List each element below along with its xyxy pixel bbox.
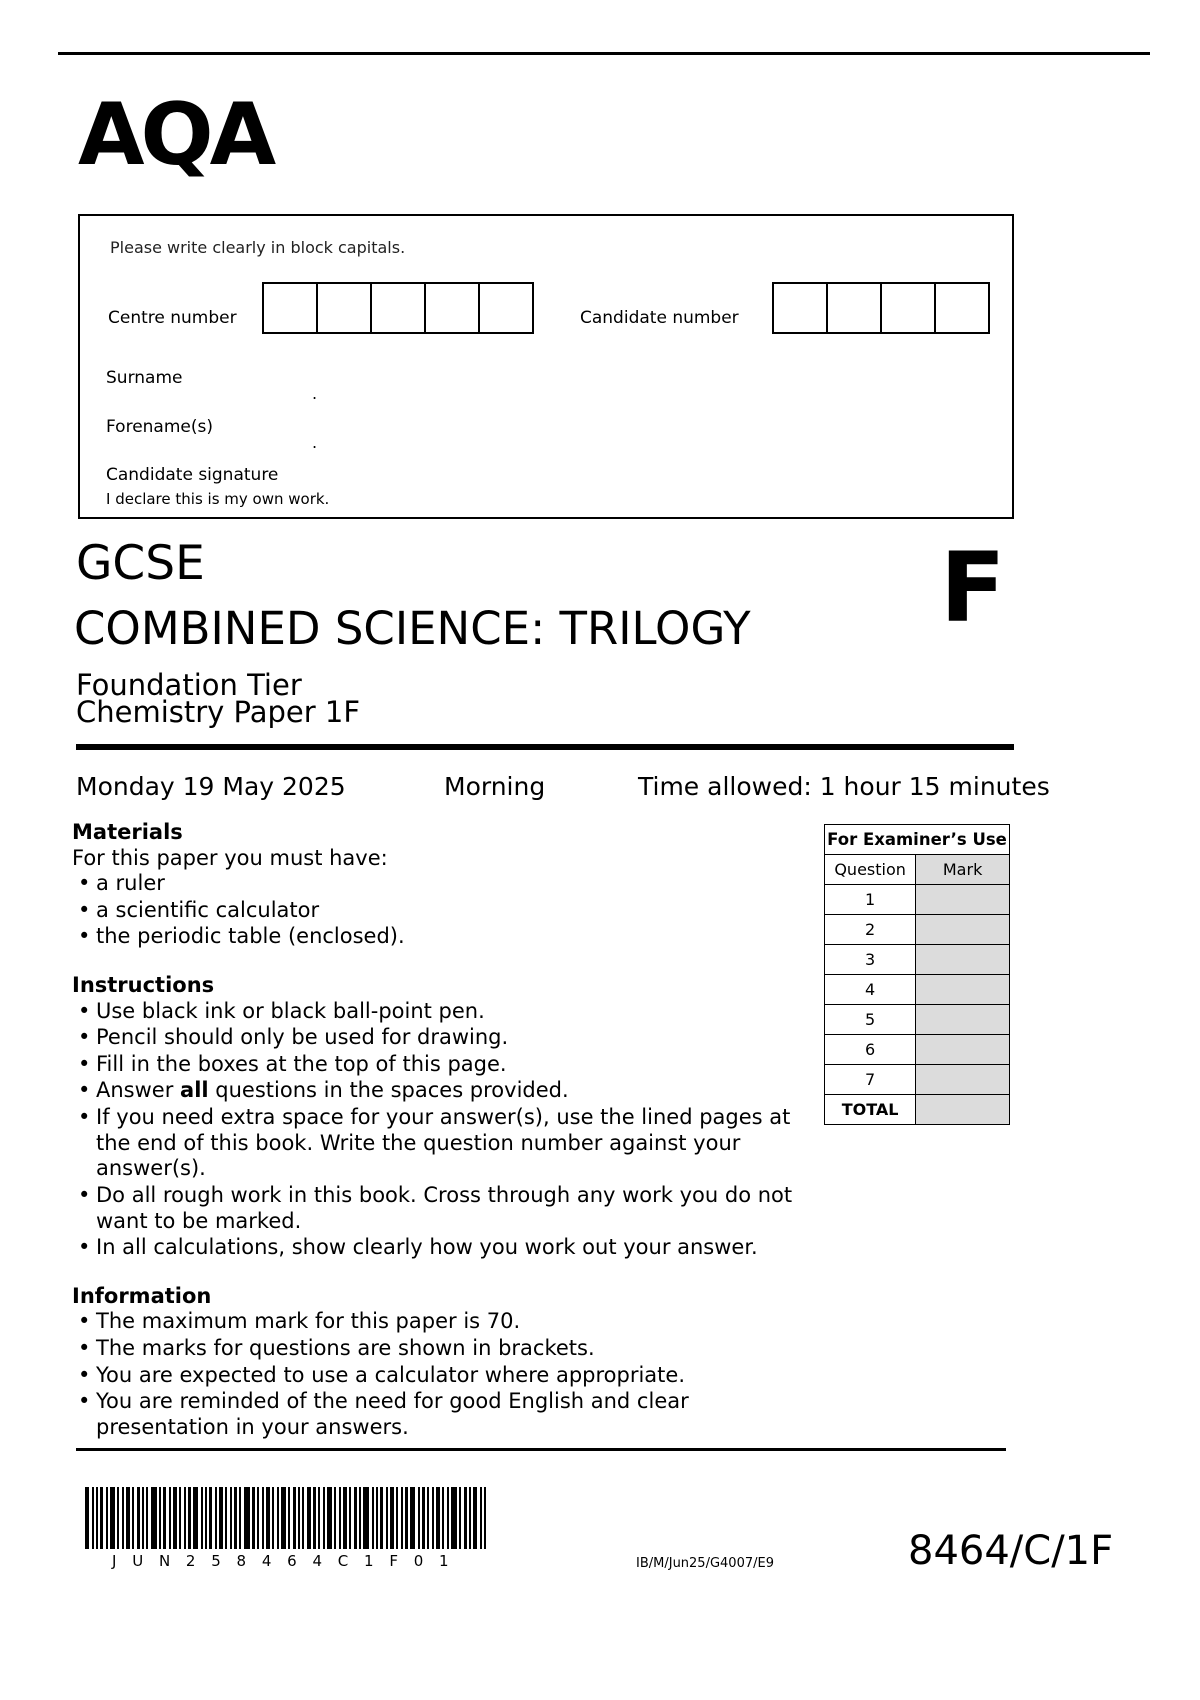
barcode-bar bbox=[188, 1487, 191, 1549]
exam-date: Monday 19 May 2025 bbox=[76, 772, 346, 801]
centre-number-label: Centre number bbox=[108, 308, 237, 328]
barcode-bar bbox=[159, 1487, 161, 1549]
barcode-bar bbox=[252, 1487, 255, 1549]
candidate-number-cell[interactable] bbox=[826, 282, 882, 334]
barcode-bar bbox=[142, 1487, 144, 1549]
title-divider bbox=[76, 744, 1014, 750]
barcode-bar bbox=[169, 1487, 171, 1549]
information-list bbox=[72, 1309, 802, 1440]
candidate-signature-label: Candidate signature bbox=[106, 465, 279, 485]
candidate-box-instruction: Please write clearly in block capitals. bbox=[110, 238, 406, 257]
barcode-bar bbox=[257, 1487, 259, 1549]
barcode-bar bbox=[480, 1487, 482, 1549]
barcode-bar bbox=[418, 1487, 420, 1549]
list-item: • The marks for questions are shown in brackets. bbox=[72, 1336, 802, 1362]
centre-number-cell[interactable] bbox=[424, 282, 480, 334]
barcode-bar bbox=[327, 1487, 332, 1549]
examiner-total-label: TOTAL bbox=[825, 1095, 916, 1125]
barcode-bar bbox=[484, 1487, 486, 1549]
list-item: • the periodic table (enclosed). bbox=[72, 924, 802, 950]
barcode-bar bbox=[363, 1487, 369, 1549]
list-item: • You are reminded of the need for good English and clear presentation in your answers. bbox=[72, 1389, 802, 1440]
candidate-number-cell[interactable] bbox=[934, 282, 990, 334]
barcode-bar bbox=[372, 1487, 374, 1549]
examiner-table-title: For Examiner’s Use bbox=[825, 825, 1010, 855]
mark-cell[interactable] bbox=[916, 1035, 1010, 1065]
barcode-bar bbox=[447, 1487, 449, 1549]
barcode-bar bbox=[266, 1487, 270, 1549]
centre-number-input[interactable] bbox=[262, 282, 532, 334]
barcode-bar bbox=[262, 1487, 264, 1549]
materials-intro: For this paper you must have: bbox=[72, 845, 388, 870]
barcode-bar bbox=[151, 1487, 157, 1549]
candidate-number-input[interactable] bbox=[772, 282, 988, 334]
aqa-logo: AQA bbox=[78, 85, 273, 185]
barcode bbox=[85, 1487, 490, 1549]
list-item: • You are expected to use a calculator where appropriate. bbox=[72, 1363, 802, 1389]
barcode-bar bbox=[184, 1487, 186, 1549]
barcode-bar bbox=[132, 1487, 134, 1549]
qualification-title: GCSE bbox=[76, 536, 205, 591]
table-row: 4 bbox=[825, 975, 916, 1005]
barcode-bar bbox=[422, 1487, 425, 1549]
bottom-divider bbox=[76, 1448, 1006, 1451]
barcode-bar bbox=[410, 1487, 415, 1549]
forename-field[interactable]: . bbox=[312, 433, 318, 452]
centre-number-cell[interactable] bbox=[478, 282, 534, 334]
barcode-bar bbox=[215, 1487, 217, 1549]
barcode-bar bbox=[359, 1487, 361, 1549]
barcode-bar bbox=[272, 1487, 274, 1549]
list-item: • If you need extra space for your answer(s), use the lined pages at the end of this book. Write the question number against your answer(s). bbox=[72, 1105, 802, 1182]
barcode-bar bbox=[225, 1487, 227, 1549]
barcode-bar bbox=[405, 1487, 408, 1549]
exam-session: Morning bbox=[444, 772, 546, 801]
barcode-bar bbox=[349, 1487, 351, 1549]
barcode-bar bbox=[96, 1487, 98, 1549]
mark-cell[interactable] bbox=[916, 915, 1010, 945]
barcode-bar bbox=[464, 1487, 467, 1549]
barcode-bar bbox=[380, 1487, 383, 1549]
barcode-bar bbox=[436, 1487, 440, 1549]
barcode-bar bbox=[100, 1487, 103, 1549]
barcode-bar bbox=[302, 1487, 304, 1549]
mark-cell[interactable] bbox=[916, 885, 1010, 915]
barcode-bar bbox=[239, 1487, 241, 1549]
barcode-bar bbox=[442, 1487, 444, 1549]
surname-label: Surname bbox=[106, 368, 183, 388]
barcode-bar bbox=[298, 1487, 300, 1549]
barcode-bar bbox=[376, 1487, 378, 1549]
barcode-bar bbox=[173, 1487, 177, 1549]
barcode-bar bbox=[293, 1487, 296, 1549]
barcode-text: J U N 2 5 8 4 6 4 C 1 F 0 1 bbox=[112, 1552, 455, 1570]
information-heading: Information bbox=[72, 1283, 212, 1308]
mark-cell[interactable] bbox=[916, 945, 1010, 975]
table-row: 7 bbox=[825, 1065, 916, 1095]
candidate-details-box bbox=[78, 214, 1014, 519]
barcode-bar bbox=[106, 1487, 108, 1549]
barcode-bar bbox=[343, 1487, 347, 1549]
barcode-bar bbox=[92, 1487, 94, 1549]
barcode-bar bbox=[334, 1487, 336, 1549]
surname-field[interactable]: . bbox=[312, 384, 318, 403]
barcode-bar bbox=[209, 1487, 212, 1549]
barcode-bar bbox=[386, 1487, 388, 1549]
barcode-bar bbox=[126, 1487, 130, 1549]
barcode-bar bbox=[281, 1487, 286, 1549]
forename-label: Forename(s) bbox=[106, 417, 213, 437]
list-item: • a scientific calculator bbox=[72, 898, 802, 924]
paper-label: Chemistry Paper 1F bbox=[76, 695, 361, 729]
materials-heading: Materials bbox=[72, 820, 183, 844]
subject-title: COMBINED SCIENCE: TRILOGY bbox=[74, 602, 751, 655]
barcode-bar bbox=[354, 1487, 357, 1549]
table-row: 2 bbox=[825, 915, 916, 945]
centre-number-cell[interactable] bbox=[262, 282, 318, 334]
barcode-bar bbox=[244, 1487, 250, 1549]
barcode-bar bbox=[473, 1487, 477, 1549]
barcode-bar bbox=[318, 1487, 320, 1549]
mark-cell[interactable] bbox=[916, 1005, 1010, 1035]
barcode-bar bbox=[234, 1487, 237, 1549]
barcode-bar bbox=[401, 1487, 403, 1549]
examiner-col-question: Question bbox=[825, 855, 916, 885]
instructions-heading: Instructions bbox=[72, 973, 215, 998]
barcode-bar bbox=[163, 1487, 166, 1549]
barcode-bar bbox=[201, 1487, 203, 1549]
table-row: 1 bbox=[825, 885, 916, 915]
candidate-number-label: Candidate number bbox=[580, 308, 739, 328]
barcode-bar bbox=[469, 1487, 471, 1549]
table-row: 3 bbox=[825, 945, 916, 975]
candidate-number-cell[interactable] bbox=[880, 282, 936, 334]
barcode-bar bbox=[277, 1487, 279, 1549]
barcode-bar bbox=[459, 1487, 461, 1549]
barcode-bar bbox=[323, 1487, 325, 1549]
barcode-bar bbox=[122, 1487, 124, 1549]
barcode-bar bbox=[396, 1487, 398, 1549]
tier-letter-badge: F bbox=[940, 532, 1006, 644]
examiner-col-mark: Mark bbox=[916, 855, 1010, 885]
ib-reference-code: IB/M/Jun25/G4007/E9 bbox=[636, 1556, 774, 1571]
instructions-list bbox=[72, 999, 802, 1261]
tier-label: Foundation Tier bbox=[76, 668, 302, 702]
barcode-bar bbox=[219, 1487, 223, 1549]
barcode-bar bbox=[193, 1487, 198, 1549]
barcode-bar bbox=[313, 1487, 316, 1549]
barcode-bar bbox=[137, 1487, 140, 1549]
centre-number-cell[interactable] bbox=[316, 282, 372, 334]
barcode-bar bbox=[110, 1487, 115, 1549]
centre-number-cell[interactable] bbox=[370, 282, 426, 334]
examiner-use-table bbox=[824, 824, 1010, 1125]
candidate-number-cell[interactable] bbox=[772, 282, 828, 334]
table-row: 6 bbox=[825, 1035, 916, 1065]
list-item: • a ruler bbox=[72, 871, 802, 897]
table-row: 5 bbox=[825, 1005, 916, 1035]
barcode-bar bbox=[451, 1487, 457, 1549]
barcode-bar bbox=[390, 1487, 394, 1549]
list-item: • Do all rough work in this book. Cross through any work you do not want to be marked. bbox=[72, 1183, 802, 1234]
barcode-bar bbox=[339, 1487, 341, 1549]
barcode-bar bbox=[179, 1487, 181, 1549]
barcode-bar bbox=[288, 1487, 290, 1549]
list-item: • Fill in the boxes at the top of this page. bbox=[72, 1052, 802, 1078]
cover-body-text bbox=[72, 820, 802, 1441]
list-item: • Pencil should only be used for drawing. bbox=[72, 1025, 802, 1051]
barcode-bar bbox=[427, 1487, 429, 1549]
list-item: • Answer all questions in the spaces provided. bbox=[72, 1078, 802, 1104]
declaration-text: I declare this is my own work. bbox=[106, 490, 330, 508]
list-item: • Use black ink or black ball-point pen. bbox=[72, 999, 802, 1025]
barcode-bar bbox=[432, 1487, 434, 1549]
mark-cell[interactable] bbox=[916, 1065, 1010, 1095]
list-item: • The maximum mark for this paper is 70. bbox=[72, 1309, 802, 1335]
paper-code: 8464/C/1F bbox=[908, 1528, 1114, 1574]
barcode-bar bbox=[117, 1487, 119, 1549]
barcode-bar bbox=[146, 1487, 148, 1549]
barcode-bar bbox=[85, 1487, 89, 1549]
materials-list bbox=[72, 871, 802, 950]
barcode-bar bbox=[230, 1487, 232, 1549]
time-allowed: Time allowed: 1 hour 15 minutes bbox=[638, 772, 1050, 801]
list-item: • In all calculations, show clearly how you work out your answer. bbox=[72, 1235, 802, 1261]
top-divider bbox=[58, 52, 1150, 55]
total-mark-cell[interactable] bbox=[916, 1095, 1010, 1125]
barcode-bar bbox=[205, 1487, 207, 1549]
barcode-bar bbox=[307, 1487, 311, 1549]
mark-cell[interactable] bbox=[916, 975, 1010, 1005]
